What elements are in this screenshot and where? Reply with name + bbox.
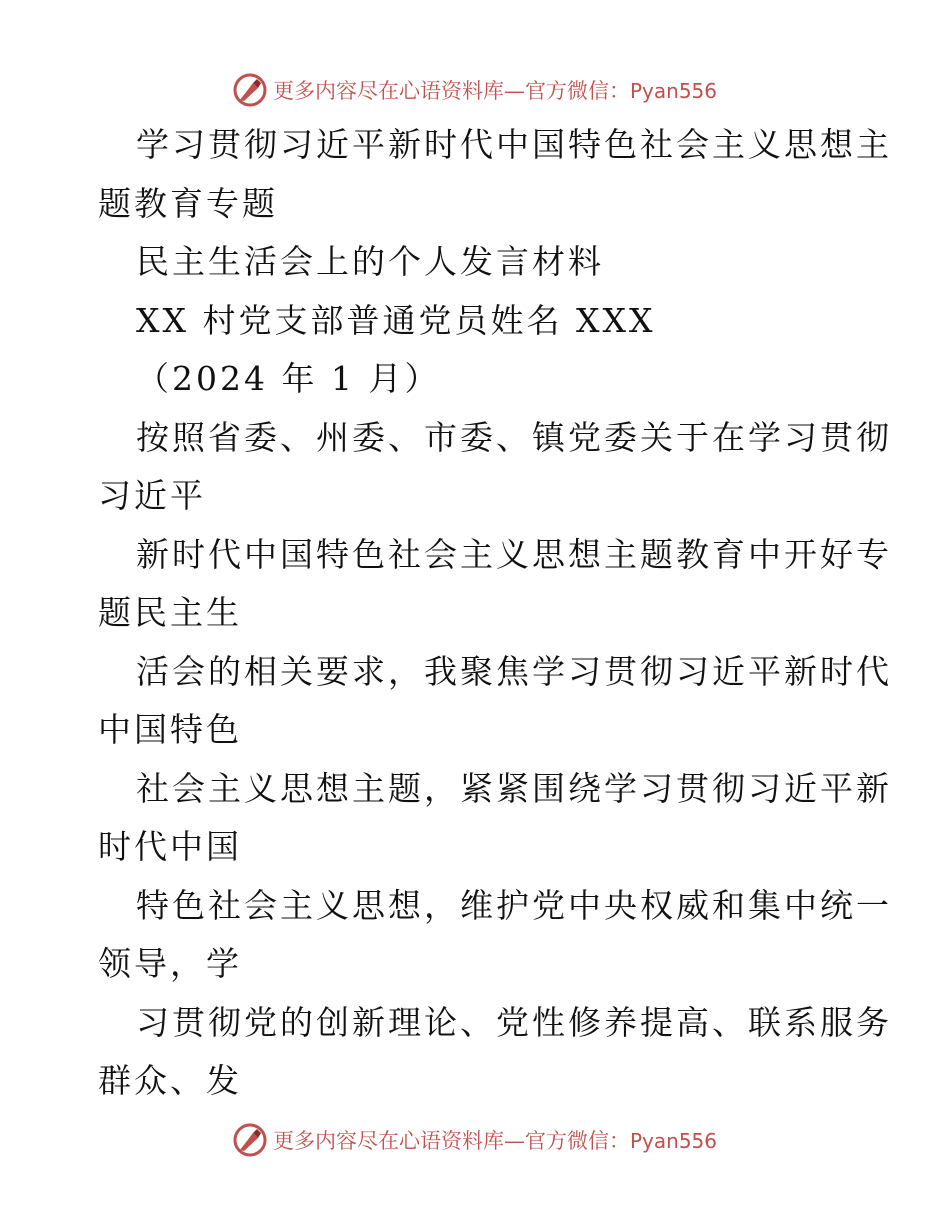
text-line: 按照省委、州委、市委、镇党委关于在学习贯彻	[136, 417, 892, 457]
text-line: 学习贯彻习近平新时代中国特色社会主义思想主	[136, 125, 892, 164]
author-line: XX 村党支部普通党员姓名 XXX	[136, 300, 656, 340]
text-line: 活会的相关要求，我聚焦学习贯彻习近平新时代	[136, 651, 892, 691]
pen-nib-logo-icon	[233, 73, 267, 107]
text-line: 领导，学	[98, 944, 242, 983]
text-line: 题教育专题	[98, 183, 278, 223]
header-banner	[0, 68, 950, 112]
document-body	[98, 116, 892, 1111]
footer-banner	[0, 1118, 950, 1162]
footer-banner-text: 更多内容尽在心语资料库—官方微信：Pyan556	[272, 1129, 717, 1153]
text-line: 时代中国	[98, 827, 242, 866]
text-line: 特色社会主义思想，维护党中央权威和集中统一	[136, 885, 892, 925]
text-line: 中国特色	[98, 710, 242, 749]
text-line: 群众、发	[98, 1061, 242, 1100]
text-line: 习近平	[98, 476, 206, 515]
document-title: 民主生活会上的个人发言材料	[136, 242, 604, 281]
date-line: （2024 年 1 月）	[136, 359, 441, 398]
text-line: 习贯彻党的创新理论、党性修养提高、联系服务	[136, 1002, 892, 1042]
text-line: 题民主生	[98, 593, 242, 632]
text-line: 新时代中国特色社会主义思想主题教育中开好专	[136, 534, 892, 574]
header-banner-text: 更多内容尽在心语资料库—官方微信：Pyan556	[272, 79, 717, 103]
pen-nib-logo-icon	[233, 1123, 267, 1157]
text-line: 社会主义思想主题，紧紧围绕学习贯彻习近平新	[136, 768, 892, 808]
